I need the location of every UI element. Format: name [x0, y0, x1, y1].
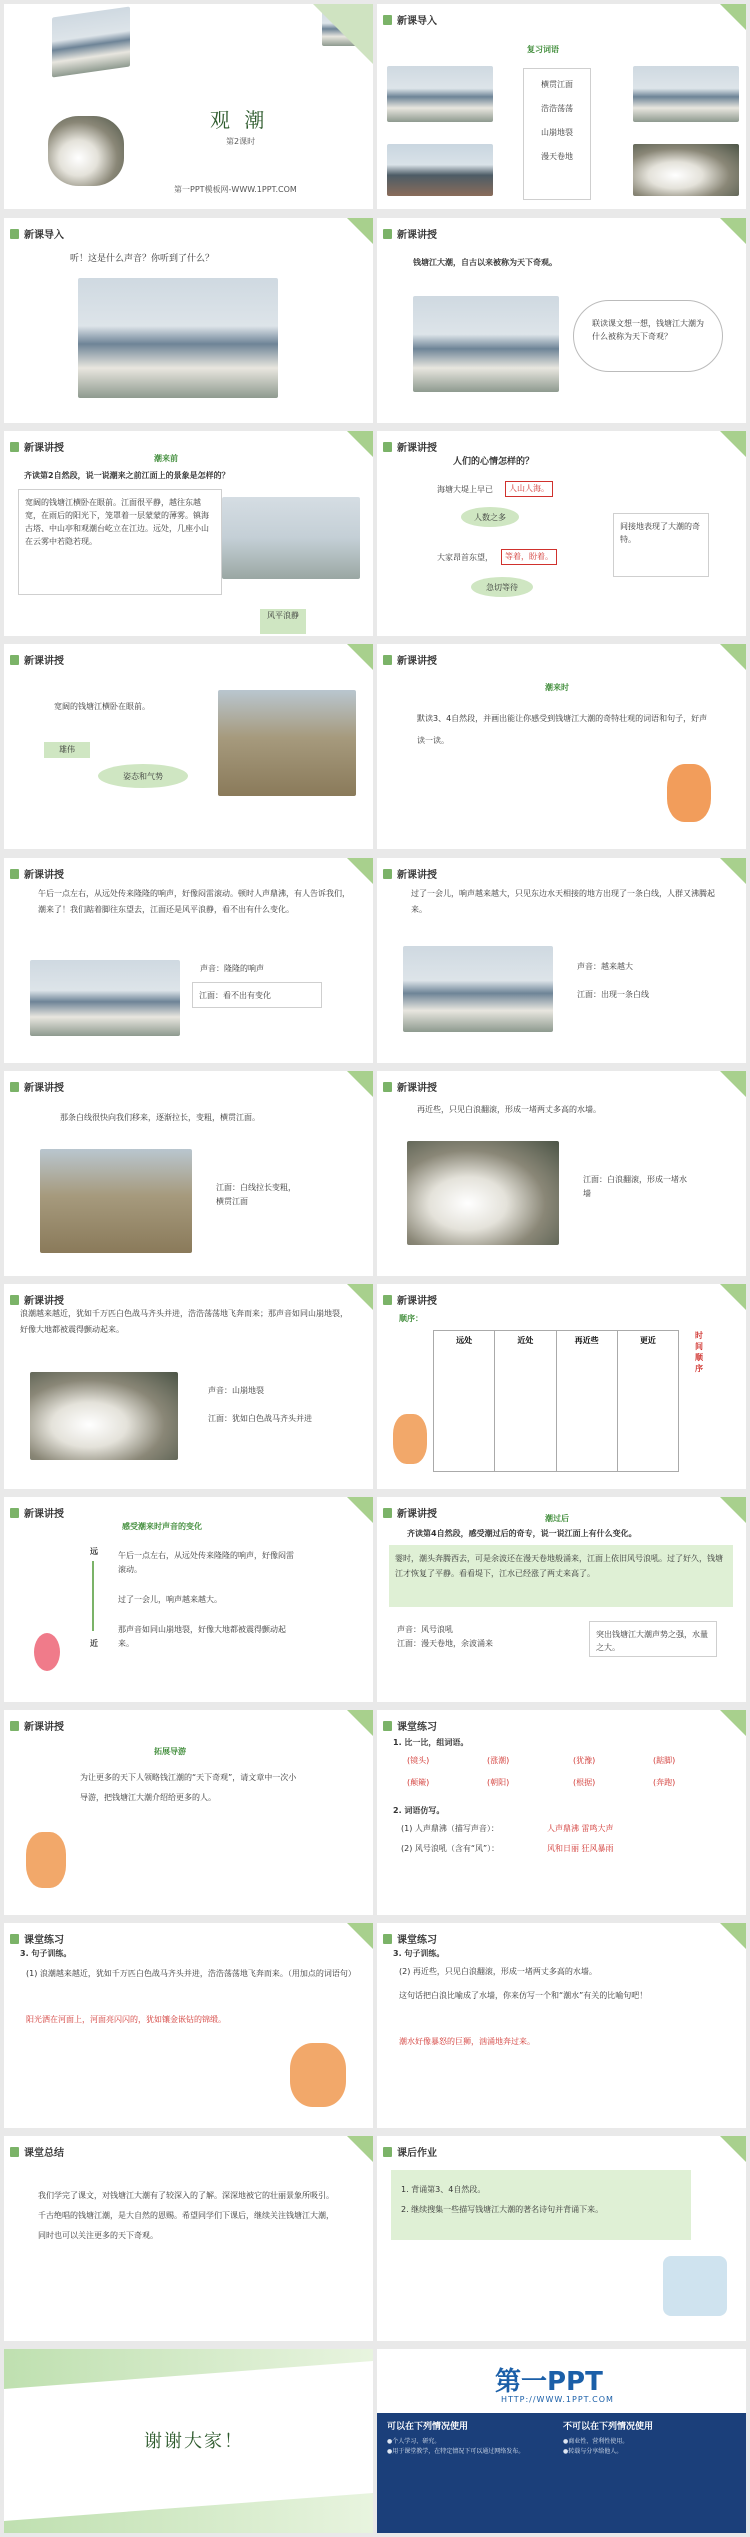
lesson-title: 观 潮 — [210, 108, 269, 132]
reading-kid-icon — [290, 2043, 346, 2107]
word: 浩浩荡荡 — [541, 104, 573, 113]
reading-kid-icon — [667, 764, 711, 822]
header-bar-icon — [383, 2147, 392, 2157]
word: 山崩地裂 — [541, 128, 573, 137]
slide-header — [383, 866, 437, 881]
slide-header — [10, 866, 64, 881]
paragraph: 默读3、4自然段，并画出能让你感受到钱塘江大潮的奇特壮观的词语和句子，好声读一读。 — [417, 714, 708, 745]
answer: 阳光洒在河面上，河面亮闪闪的，犹如镶金嵌钻的锦缎。 — [26, 2015, 226, 2024]
header-title: 新课讲授 — [24, 443, 64, 454]
girl-cartoon-icon — [393, 1414, 427, 1464]
top-decor — [4, 2349, 373, 2389]
corner-decor — [720, 644, 746, 670]
thanks-text: 谢谢大家！ — [144, 2431, 244, 2452]
header-title: 课堂总结 — [24, 2148, 64, 2159]
header-bar-icon — [383, 229, 392, 239]
header-bar-icon — [10, 442, 19, 452]
brand-url: HTTP://WWW.1PPT.COM — [501, 2395, 614, 2404]
corner-decor — [347, 218, 373, 244]
slide-majestic — [4, 644, 373, 849]
slide-homework — [377, 2136, 746, 2341]
corner-decor — [720, 1710, 746, 1736]
item: 过了一会儿，响声越来越大。 — [118, 1595, 222, 1604]
pencil-cartoon-icon — [34, 1633, 60, 1671]
corner-decor — [720, 1497, 746, 1523]
question: 人们的心情怎样的？ — [453, 457, 535, 467]
wave-photo — [633, 144, 739, 196]
far-label: 远 — [90, 1547, 98, 1556]
line-2: 大家昂首东望， — [437, 553, 493, 562]
note-tag: 风平浪静 — [260, 609, 306, 634]
slide-white-line-grows — [4, 1071, 373, 1276]
slide-header — [10, 1931, 64, 1946]
slide-header — [383, 1292, 437, 1307]
slide-war-horses — [4, 1284, 373, 1489]
intro: 钱塘江大潮，自古以来被称为天下奇观。 — [413, 258, 557, 267]
corner-decor — [720, 858, 746, 884]
header-title: 新课讲授 — [24, 1722, 64, 1733]
answer: (踮脚) — [653, 1756, 676, 1765]
task: 齐读第2自然段，说一说潮来之前江面上的景象是怎样的？ — [24, 471, 230, 480]
header-bar-icon — [383, 1082, 392, 1092]
slide-header — [10, 1718, 64, 1733]
header-title: 新课讲授 — [397, 443, 437, 454]
thought-bubble: 联读课文想一想，钱塘江大潮为什么被称为天下奇观？ — [573, 300, 723, 372]
corner-decor — [347, 1710, 373, 1736]
sentence: (2) 再近些，只见白浪翻滚，形成一堵两丈多高的水墙。 — [399, 1967, 597, 1976]
slide-during-tide — [377, 644, 746, 849]
corner-decor — [720, 1923, 746, 1949]
side-box: 间接地表现了大潮的奇特。 — [613, 513, 709, 577]
corner-decor — [720, 1284, 746, 1310]
paragraph-box: 霎时，潮头奔腾西去，可是余波还在漫天卷地般涌来，江面上依旧风号浪吼。过了好久，钱塘江才恢复了平静。看看堤下，江水已经涨了两丈来高了。 — [389, 1545, 733, 1607]
time-order-label: 时间顺序 — [695, 1331, 703, 1373]
banner: 复习词语 — [527, 45, 559, 54]
corner-decor — [313, 4, 373, 64]
header-bar-icon — [10, 1082, 19, 1092]
slide-practice-1 — [377, 1710, 746, 1915]
slide-header — [10, 1292, 64, 1307]
header-bar-icon — [10, 229, 19, 239]
header-title: 课堂练习 — [397, 1722, 437, 1733]
highlight-2: 等着，盼着。 — [501, 549, 557, 565]
book-icon — [663, 2256, 727, 2316]
answer: 潮水好像暴怒的巨狮，汹涌地奔过来。 — [399, 2037, 535, 2046]
question-2: 2. 词语仿写。 — [393, 1806, 445, 1815]
header-bar-icon — [10, 2147, 19, 2157]
header-bar-icon — [10, 1934, 19, 1944]
answer: (镜头) — [407, 1756, 430, 1765]
order-col: 更近 — [639, 1336, 656, 1345]
left-lines — [387, 2437, 557, 2457]
banner: 感受潮来时声音的变化 — [122, 1522, 202, 1531]
wave-photo — [407, 1141, 559, 1245]
corner-decor — [347, 1923, 373, 1949]
corner-decor — [720, 1071, 746, 1097]
slide-before-tide — [4, 431, 373, 636]
right-lines — [563, 2437, 733, 2457]
item: 午后一点左右，从远处传来隆隆的响声，好像闷雷滚动。 — [118, 1551, 294, 1574]
header-title: 课堂练习 — [24, 1935, 64, 1946]
surface-label: 江面：漫天卷地，余波涌来 — [397, 1639, 493, 1648]
header-bar-icon — [383, 1721, 392, 1731]
homework-box — [391, 2170, 691, 2240]
left-line: ●用于课堂教学，在特定情况下可以通过网络发布。 — [387, 2448, 525, 2455]
header-title: 新课导入 — [397, 16, 437, 27]
sentence: 宽阔的钱塘江横卧在眼前。 — [54, 702, 150, 711]
slide-sound-change — [4, 1497, 373, 1702]
header-title: 新课导入 — [24, 230, 64, 241]
left-line: ●个人学习、研究。 — [387, 2438, 441, 2445]
order-col: 近处 — [495, 1331, 556, 1471]
item: 那声音如同山崩地裂，好像大地都被震得颤动起来。 — [118, 1625, 286, 1648]
header-title: 新课讲授 — [24, 1296, 64, 1307]
header-title: 新课讲授 — [24, 1509, 64, 1520]
slide-header — [383, 2144, 437, 2159]
surface-box: 江面：看不出有变化 — [192, 982, 322, 1008]
slide-guide — [4, 1710, 373, 1915]
tide-photo — [78, 278, 278, 398]
slide-review — [377, 4, 746, 209]
corner-decor — [347, 1071, 373, 1097]
homework-item: 1. 背诵第3、4自然段。 — [401, 2185, 486, 2194]
sound-label: 声音：越来越大 — [577, 962, 633, 971]
slide-mood — [377, 431, 746, 636]
word-box — [523, 68, 591, 200]
order-col: 再近些 — [557, 1331, 618, 1471]
header-bar-icon — [10, 1508, 19, 1518]
header-title: 新课讲授 — [397, 1296, 437, 1307]
girl-megaphone-icon — [26, 1832, 66, 1888]
header-title: 课后作业 — [397, 2148, 437, 2159]
slide-order — [377, 1284, 746, 1489]
corner-decor — [720, 218, 746, 244]
order-table — [433, 1330, 679, 1472]
brand-logo: 第一PPT — [495, 2367, 603, 2397]
answer: 人声鼎沸 雷鸣大声 — [547, 1824, 614, 1833]
answer: (犹豫) — [573, 1756, 596, 1765]
corner-decor — [347, 858, 373, 884]
header-title: 新课讲授 — [397, 230, 437, 241]
tag-2: 急切等待 — [471, 577, 533, 597]
header-title: 新课讲授 — [24, 1083, 64, 1094]
header-bar-icon — [10, 869, 19, 879]
header-bar-icon — [10, 1721, 19, 1731]
label-tag: 雄伟 — [44, 742, 90, 758]
header-bar-icon — [383, 15, 392, 25]
banner: 潮来时 — [545, 683, 569, 692]
slide-license — [377, 2349, 746, 2533]
slide-header — [383, 652, 437, 667]
wave-photo — [48, 116, 124, 186]
sound-label: 声音：山崩地裂 — [208, 1386, 264, 1395]
header-bar-icon — [383, 1508, 392, 1518]
pagoda-photo — [218, 690, 356, 796]
slide-white-line — [377, 858, 746, 1063]
paragraph: 再近些，只见白浪翻滚，形成一堵两丈多高的水墙。 — [417, 1105, 601, 1114]
summary-box: 突出钱塘江大潮声势之强，水量之大。 — [589, 1621, 717, 1657]
banner: 潮过后 — [545, 1514, 569, 1523]
banner: 拓展导游 — [154, 1747, 186, 1756]
header-title: 新课讲授 — [397, 1509, 437, 1520]
right-title: 不可以在下列情况使用 — [563, 2422, 654, 2432]
slide-header — [383, 439, 437, 454]
sentence: 这句话把白浪比喻成了水墙，你来仿写一个和“潮水”有关的比喻句吧！ — [399, 1991, 648, 2000]
photo — [633, 66, 739, 122]
header-title: 新课讲授 — [397, 870, 437, 881]
slide-header — [383, 1718, 437, 1733]
prompt: (1) 人声鼎沸（描写声音）： — [401, 1824, 499, 1833]
slide-listen — [4, 218, 373, 423]
slide-header — [383, 12, 437, 27]
header-bar-icon — [10, 655, 19, 665]
paragraph: 浪潮越来越近，犹如千万匹白色战马齐头并进，浩浩荡荡地飞奔而来；那声音如同山崩地裂，好像大地都被震得颤动起来。 — [20, 1309, 348, 1334]
header-bar-icon — [383, 655, 392, 665]
header-bar-icon — [383, 442, 392, 452]
photo — [387, 66, 493, 122]
sentence: (1) 浪潮越来越近，犹如千万匹白色战马齐头并进，浩浩荡荡地飞奔而来。（用加点的词语句） — [26, 1969, 356, 1978]
corner-decor — [347, 431, 373, 457]
paragraph: 我们学完了课文，对钱塘江大潮有了较深入的了解。深深地被它的壮丽景象所吸引。千古绝唱的钱塘江潮，是大自然的恩赐。希望同学们下课后，继续关注钱塘江大潮，同时也可以关注更多的天下奇观。 — [38, 2191, 334, 2240]
slide-header — [383, 226, 437, 241]
tide-photo — [52, 7, 130, 78]
header-title: 新课讲授 — [397, 656, 437, 667]
corner-decor — [720, 431, 746, 457]
left-title: 可以在下列情况使用 — [387, 2422, 469, 2432]
line-1: 海塘大堤上早已 — [437, 485, 493, 494]
river-photo — [222, 497, 360, 579]
corner-decor — [347, 2136, 373, 2162]
slide-thanks — [4, 2349, 373, 2533]
slide-header — [10, 652, 64, 667]
header-title: 新课讲授 — [24, 656, 64, 667]
slide-practice-2 — [4, 1923, 373, 2128]
shore-photo — [403, 946, 553, 1032]
answer: (根据) — [573, 1778, 596, 1787]
paragraph: 午后一点左右，从远处传来隆隆的响声，好像闷雷滚动。顿时人声鼎沸，有人告诉我们，潮来了！我们踮着脚往东望去，江面还是风平浪静，看不出有什么变化。 — [38, 889, 350, 914]
bottom-decor — [4, 2493, 373, 2533]
right-line: ●转载与分享给他人。 — [563, 2448, 623, 2455]
homework-item: 2. 继续搜集一些描写钱塘江大潮的著名诗句并背诵下来。 — [401, 2205, 604, 2214]
order-col: 远处 — [434, 1331, 495, 1471]
footer-text: 第一PPT模板网-WWW.1PPT.COM — [174, 185, 297, 194]
pose-tag: 姿态和气势 — [98, 764, 188, 788]
corner-decor — [720, 4, 746, 30]
slide-water-wall — [377, 1071, 746, 1276]
word: 漫天卷地 — [541, 152, 573, 161]
header-bar-icon — [383, 1934, 392, 1944]
question-1: 1. 比一比，组词语。 — [393, 1738, 469, 1747]
corner-decor — [347, 1497, 373, 1523]
surface-label: 江面：白浪翻滚，形成一堵水墙 — [583, 1175, 687, 1198]
header-bar-icon — [10, 1295, 19, 1305]
slide-header — [383, 1931, 437, 1946]
answer: (涨潮) — [487, 1756, 510, 1765]
slide-practice-3 — [377, 1923, 746, 2128]
slide-header — [383, 1505, 437, 1520]
header-bar-icon — [383, 1295, 392, 1305]
wave-photo — [30, 1372, 178, 1460]
corner-decor — [347, 644, 373, 670]
word: 横贯江面 — [541, 80, 573, 89]
answer: 风和日丽 狂风暴雨 — [547, 1844, 614, 1853]
corner-decor — [720, 2136, 746, 2162]
slide-header — [10, 439, 64, 454]
river-photo — [30, 960, 180, 1036]
surface-label: 江面：出现一条白线 — [577, 990, 649, 999]
near-label: 近 — [90, 1639, 98, 1648]
header-title: 新课讲授 — [24, 870, 64, 881]
slide-after-tide — [377, 1497, 746, 1702]
prompt: (2) 风号浪吼（含有“风”）： — [401, 1844, 500, 1853]
paragraph-box: 宽阔的钱塘江横卧在眼前。江面很平静，越往东越宽，在雨后的阳光下，笼罩着一层蒙蒙的薄雾。镇海古塔、中山亭和观潮台屹立在江边。远处，几座小山在云雾中若隐若现。 — [18, 489, 222, 595]
surface-label: 江面：白线拉长变粗，横贯江面 — [216, 1183, 296, 1206]
license-panel — [377, 2413, 746, 2533]
crowd-photo — [387, 144, 493, 196]
banner: 潮来前 — [154, 454, 178, 463]
slide-header — [10, 2144, 64, 2159]
answer: (颠簸) — [407, 1778, 430, 1787]
answer: (朝阳) — [487, 1778, 510, 1787]
corner-decor — [347, 1284, 373, 1310]
slide-header — [10, 1505, 64, 1520]
header-title: 新课讲授 — [397, 1083, 437, 1094]
paragraph: 为让更多的天下人领略钱江潮的“天下奇观”，请文章中一次小导游，把钱塘江大潮介绍给更多的人。 — [80, 1773, 297, 1802]
right-line: ●商业性、营利性使用。 — [563, 2438, 629, 2445]
slide-wonder — [377, 218, 746, 423]
slide-sound-start — [4, 858, 373, 1063]
question: 3. 句子训练。 — [393, 1949, 445, 1958]
header-bar-icon — [383, 869, 392, 879]
slide-header — [10, 1079, 64, 1094]
paragraph: 过了一会儿，响声越来越大，只见东边水天相接的地方出现了一条白线，人群又沸腾起来。 — [411, 889, 715, 914]
tag-1: 人数之多 — [461, 507, 519, 527]
slide-summary — [4, 2136, 373, 2341]
highlight-1: 人山人海。 — [505, 481, 553, 497]
task: 齐读第4自然段，感受潮过后的奇专，说一说江面上有什么变化。 — [407, 1529, 637, 1538]
order-label: 顺序： — [399, 1314, 423, 1323]
slide-header — [10, 226, 64, 241]
sound-label: 声音：风号浪吼 — [397, 1625, 453, 1634]
answer: (奔跑) — [653, 1778, 676, 1787]
paragraph: 那条白线很快向我们移来，逐渐拉长，变粗，横贯江面。 — [60, 1113, 260, 1122]
lesson-subtitle: 第2课时 — [226, 137, 256, 146]
tide-photo — [413, 296, 559, 392]
aerial-photo — [40, 1149, 192, 1253]
question: 听！这是什么声音？你听到了什么？ — [70, 254, 215, 264]
header-title: 课堂练习 — [397, 1935, 437, 1946]
surface-label: 江面：犹如白色战马齐头并进 — [208, 1414, 312, 1423]
arrow-line — [92, 1561, 94, 1631]
question: 3. 句子训练。 — [20, 1949, 72, 1958]
slide-cover — [4, 4, 373, 209]
sound-label: 声音：隆隆的响声 — [200, 964, 264, 973]
slide-header — [383, 1079, 437, 1094]
